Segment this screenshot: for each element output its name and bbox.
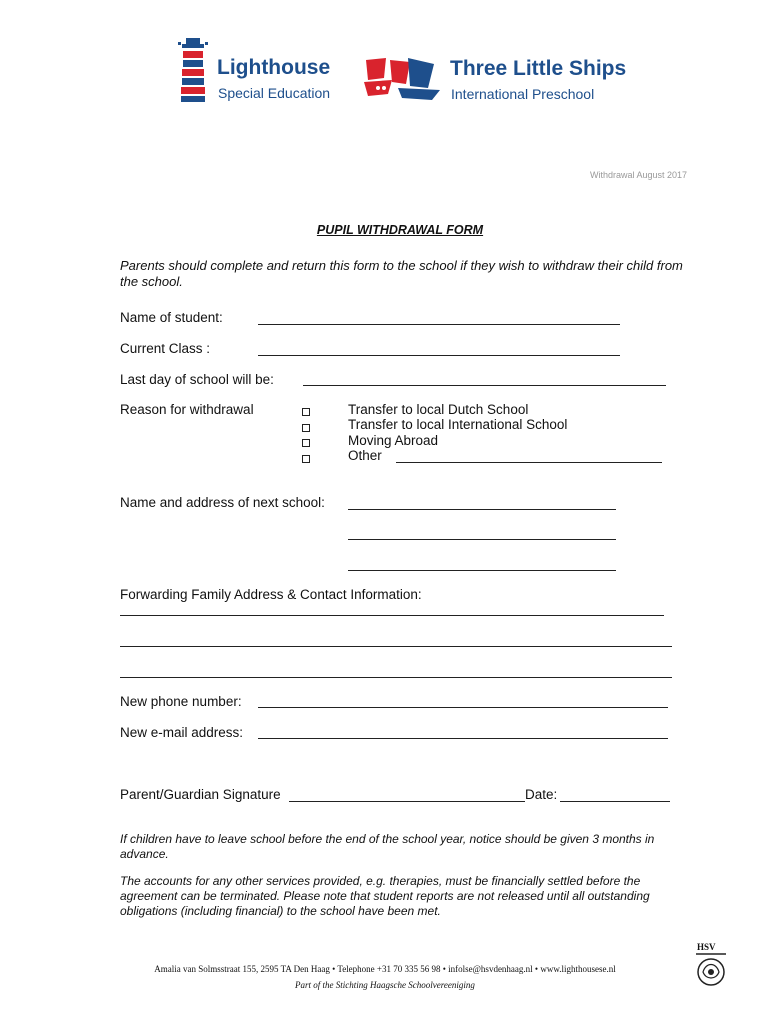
reason-other-field[interactable] [396, 462, 662, 463]
reason-checkbox-dutch[interactable] [302, 408, 310, 416]
reason-checkbox-abroad[interactable] [302, 439, 310, 447]
last-day-label: Last day of school will be: [120, 372, 274, 387]
reason-option-dutch: Transfer to local Dutch School [348, 402, 529, 417]
document-tag: Withdrawal August 2017 [590, 170, 688, 180]
next-school-field-1[interactable] [348, 509, 616, 510]
accounts-note: The accounts for any other services provided, e.g. therapies, must be financially settled before the agreement can be terminated. Please note that student reports are not released until all outstanding obligations (including financial) to the school have been met. [120, 874, 650, 918]
intro-text: Parents should complete and return this form to the school if they wish to withdraw their child from the school. [120, 258, 683, 289]
tls-subtitle: International Preschool [451, 86, 595, 102]
reason-option-international: Transfer to local International School [348, 417, 568, 432]
current-class-label: Current Class : [120, 341, 211, 356]
lighthouse-title: Lighthouse [217, 56, 331, 79]
forwarding-label: Forwarding Family Address & Contact Information: [120, 587, 422, 602]
email-label: New e-mail address: [120, 725, 244, 740]
next-school-label: Name and address of next school: [120, 495, 325, 510]
reason-checkbox-other[interactable] [302, 455, 310, 463]
current-class-field[interactable] [258, 355, 620, 356]
signature-label: Parent/Guardian Signature [120, 787, 281, 802]
next-school-field-3[interactable] [348, 570, 616, 571]
date-field[interactable] [560, 801, 670, 802]
three-little-ships-logo-icon [362, 50, 444, 102]
notice-note: If children have to leave school before the end of the school year, notice should be given 3 months in advance. [120, 832, 655, 861]
signature-field[interactable] [289, 801, 525, 802]
reason-checkbox-international[interactable] [302, 424, 310, 432]
email-field[interactable] [258, 738, 668, 739]
reason-label: Reason for withdrawal [120, 402, 254, 417]
next-school-field-2[interactable] [348, 539, 616, 540]
date-label: Date: [525, 787, 558, 802]
reason-option-abroad: Moving Abroad [348, 433, 439, 448]
forwarding-field-1[interactable] [120, 615, 664, 616]
student-name-label: Name of student: [120, 310, 223, 325]
footer-part-of: Part of the Stichting Haagsche Schoolvereeniging [295, 980, 475, 990]
last-day-field[interactable] [303, 385, 666, 386]
forwarding-field-3[interactable] [120, 677, 672, 678]
form-title: PUPIL WITHDRAWAL FORM [316, 223, 484, 237]
phone-field[interactable] [258, 707, 668, 708]
forwarding-field-2[interactable] [120, 646, 672, 647]
footer-address: Amalia van Solmsstraat 155, 2595 TA Den Haag • Telephone +31 70 335 56 98 • infolse@hsvdenhaag.nl • www.lighthousese.nl [154, 964, 616, 974]
phone-label: New phone number: [120, 694, 242, 709]
hsv-label: HSV [697, 942, 716, 952]
reason-option-other: Other [348, 448, 382, 463]
tls-title: Three Little Ships [450, 57, 627, 80]
hsv-seal-icon [694, 952, 728, 988]
lighthouse-subtitle: Special Education [218, 85, 331, 101]
student-name-field[interactable] [258, 324, 620, 325]
